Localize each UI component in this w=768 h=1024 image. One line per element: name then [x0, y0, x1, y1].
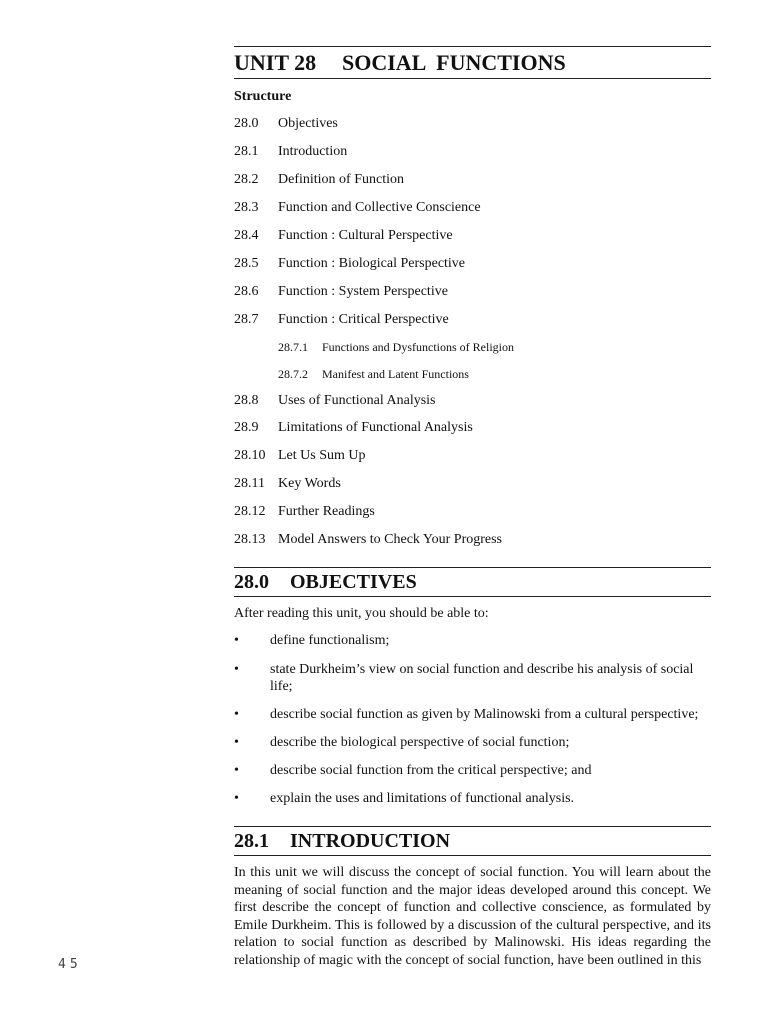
toc-item: 28.13 Model Answers to Check Your Progress [234, 532, 502, 547]
list-item: • describe the biological perspective of social function; [234, 735, 570, 750]
toc-subitem: 28.7.2 Manifest and Latent Functions [278, 367, 469, 381]
structure-label: Structure [234, 89, 292, 104]
toc-item: 28.8 Uses of Functional Analysis [234, 393, 436, 408]
list-item: • define functionalism; [234, 633, 390, 648]
toc-item: 28.12 Further Readings [234, 504, 375, 519]
unit-title: SOCIAL FUNCTIONS [342, 50, 566, 75]
page-number: 45 [58, 957, 82, 972]
list-item: • describe social function as given by Malinowski from a cultural perspective; [234, 707, 699, 722]
objectives-intro: After reading this unit, you should be able to: [234, 606, 489, 621]
toc-item: 28.5 Function : Biological Perspective [234, 256, 466, 271]
toc-item: 28.4 Function : Cultural Perspective [234, 228, 453, 243]
toc-item: 28.2 Definition of Function [234, 172, 404, 187]
toc-item: 28.10 Let Us Sum Up [234, 448, 366, 463]
introduction-heading: 28.1 INTRODUCTION [234, 826, 711, 856]
objectives-heading: 28.0 OBJECTIVES [234, 567, 711, 597]
toc-item: 28.11 Key Words [234, 476, 341, 491]
unit-number: UNIT 28 [234, 50, 317, 75]
toc-item: 28.6 Function : System Perspective [234, 284, 448, 299]
toc-item: 28.1 Introduction [234, 144, 348, 159]
toc-item: 28.9 Limitations of Functional Analysis [234, 420, 473, 435]
introduction-paragraph: In this unit we will discuss the concept of social function. You will learn about the meaning of social function and the major ideas developed around this concept. We first describe the concept of function and collective conscience, as formulated by Emile Durkheim. This is followed by a discussion of the cultural perspective, and its relation to social function as described by Malinowski. His ideas regarding the relationship of magic with the concept of social function, have been outlined in this [234, 865, 711, 968]
toc-subitem: 28.7.1 Functions and Dysfunctions of Religion [278, 340, 514, 354]
list-item: • explain the uses and limitations of functional analysis. [234, 791, 575, 806]
list-item: • describe social function from the critical perspective; and [234, 763, 592, 778]
toc-item: 28.3 Function and Collective Conscience [234, 200, 481, 215]
list-item: • state Durkheim’s view on social function and describe his analysis of social life; [234, 662, 694, 694]
toc-item: 28.7 Function : Critical Perspective [234, 312, 449, 327]
unit-heading [234, 46, 711, 79]
toc-item: 28.0 Objectives [234, 116, 338, 131]
